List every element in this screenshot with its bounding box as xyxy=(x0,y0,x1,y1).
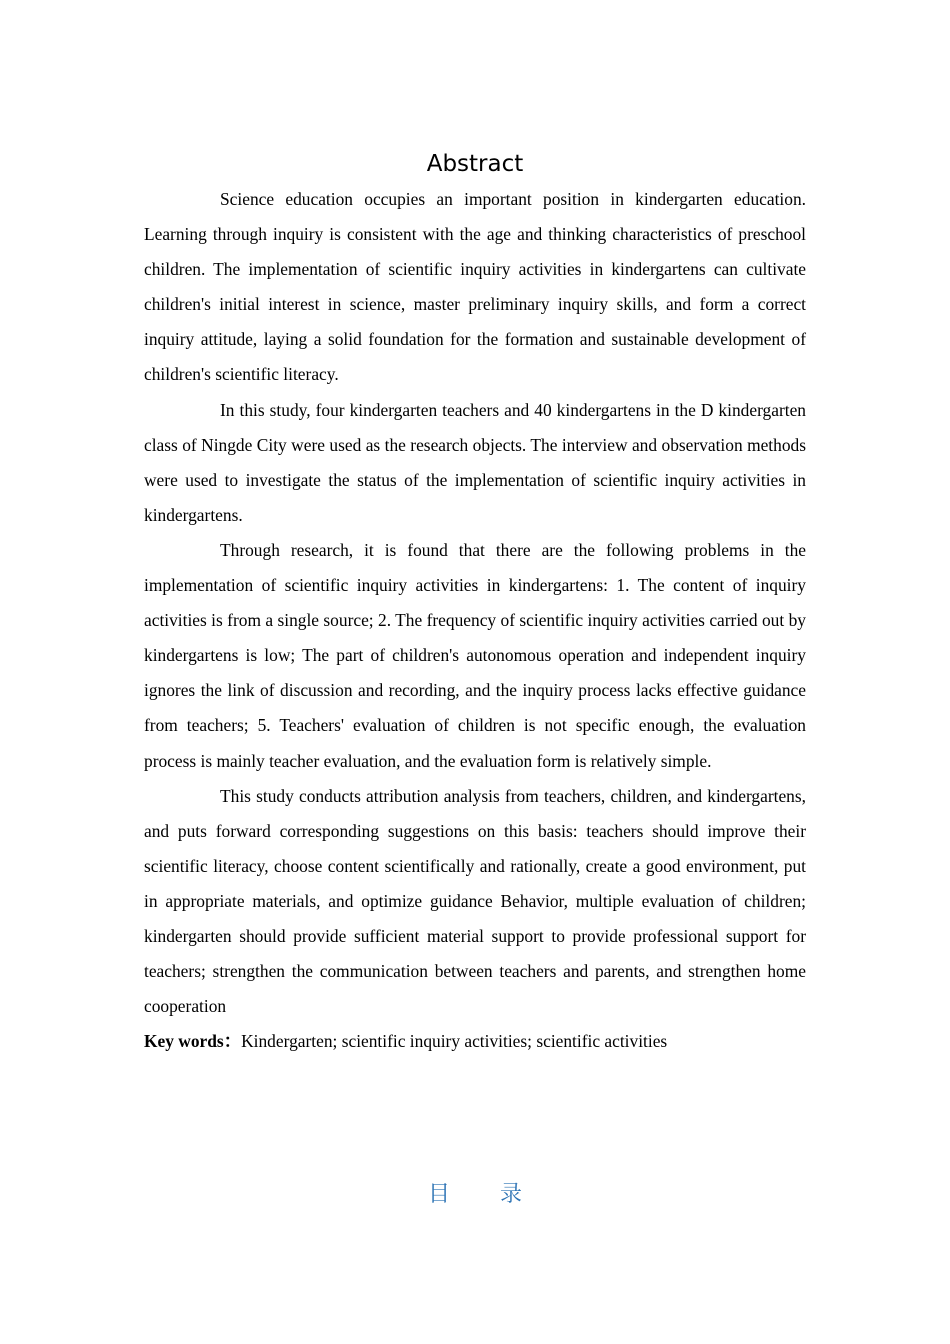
toc-heading-char: 录 xyxy=(500,1182,523,1207)
keywords-line xyxy=(144,1024,806,1059)
keywords-label: Key words： xyxy=(144,1031,242,1052)
abstract-paragraph: This study conducts attribution analysis from teachers, children, and kindergartens, and puts forward corresponding suggestions on this basis: teachers should improve their scientific literacy, choose content scientifically and rationally, create a good environment, put in appropriate materials, and optimize guidance Behavior, multiple evaluation of children; kindergarten should provide sufficient material support to provide professional support for teachers; strengthen the communication between teachers and parents, and strengthen home cooperation xyxy=(144,785,806,1017)
abstract-paragraph: In this study, four kindergarten teachers and 40 kindergartens in the D kindergarten class of Ningde City were used as the research objects. The interview and observation methods were used to investigate the status of the implementation of scientific inquiry activities in kindergartens. xyxy=(144,399,806,525)
abstract-heading: Abstract xyxy=(426,151,524,177)
table-of-contents-heading xyxy=(0,1180,950,1210)
abstract-paragraph: Science education occupies an important position in kindergarten education. Learning through inquiry is consistent with the age and thinking characteristics of preschool children. The implementation of scientific inquiry activities in kindergartens can cultivate children's initial interest in science, master preliminary inquiry skills, and form a correct inquiry attitude, laying a solid foundation for the formation and sustainable development of children's scientific literacy. xyxy=(144,189,806,385)
abstract-paragraph: Through research, it is found that there are the following problems in the implementation of scientific inquiry activities in kindergartens: 1. The content of inquiry activities is from a single source; 2. The frequency of scientific inquiry activities carried out by kindergartens is low; The part of children's autonomous operation and independent inquiry ignores the link of discussion and recording, and the inquiry process lacks effective guidance from teachers; 5. Teachers' evaluation of children is not specific enough, the evaluation process is mainly teacher evaluation, and the evaluation form is relatively simple. xyxy=(144,539,806,771)
toc-heading-char: 目 xyxy=(427,1182,450,1207)
abstract-body xyxy=(144,182,806,1059)
keywords-text: Kindergarten; scientific inquiry activities; scientific activities xyxy=(241,1031,668,1052)
